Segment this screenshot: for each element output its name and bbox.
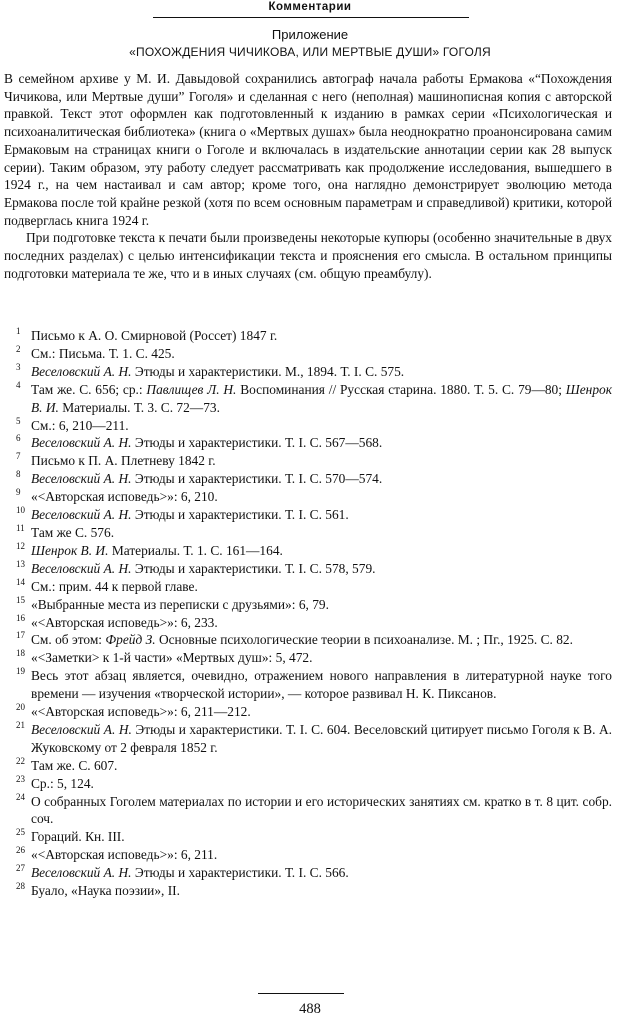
endnote xyxy=(4,649,612,667)
endnote xyxy=(4,363,612,381)
header-rule xyxy=(153,17,469,18)
endnote-number: 23 xyxy=(16,773,25,784)
endnote-number: 18 xyxy=(16,648,25,659)
endnote-author: Веселовский А. Н. xyxy=(31,560,132,576)
endnote-text: «<Авторская исповедь>»: 6, 233. xyxy=(31,614,218,630)
endnote-number: 24 xyxy=(16,791,25,802)
endnote-text: Основные психологические теории в психоанализе. М. ; Пг., 1925. С. 82. xyxy=(158,632,573,648)
appendix-title: «ПОХОЖДЕНИЯ ЧИЧИКОВА, ИЛИ МЕРТВЫЕ ДУШИ» ГОГОЛЯ xyxy=(129,45,491,59)
endnote xyxy=(4,667,612,703)
endnote-text: О собранных Гоголем материалах по истории и его исторических занятиях см. кратко в т. 8 цит. собр. соч. xyxy=(31,793,612,827)
endnote-text: Гораций. Кн. III. xyxy=(31,829,125,845)
endnote-text: Этюды и характеристики. Т. I. С. 578, 579. xyxy=(134,560,376,576)
endnote-text: Письмо к П. А. Плетневу 1842 г. xyxy=(31,453,216,469)
endnote-text: См.: прим. 44 к первой главе. xyxy=(31,578,198,594)
endnote-text: Там же. С. 656; ср.: xyxy=(31,381,147,397)
endnote-author: Шенрок В. И. xyxy=(31,381,612,415)
endnote xyxy=(4,596,612,614)
endnote-number: 9 xyxy=(16,487,21,498)
endnote xyxy=(4,327,612,345)
endnote-text: «<Авторская исповедь>»: 6, 211—212. xyxy=(31,704,251,720)
endnote-author: Павлищев Л. Н. xyxy=(146,381,237,397)
endnote-text: Материалы. Т. 3. С. 72—73. xyxy=(62,399,220,415)
endnote-author: Фрейд З. xyxy=(105,632,156,648)
endnote-number: 22 xyxy=(16,755,25,766)
endnote-text: «<Авторская исповедь>»: 6, 210. xyxy=(31,489,218,505)
endnote-text: Этюды и характеристики. Т. I. С. 567—568. xyxy=(134,435,383,451)
endnote xyxy=(4,470,612,488)
endnote-author: Веселовский А. Н. xyxy=(31,865,132,881)
endnote-number: 16 xyxy=(16,612,25,623)
endnote-number: 12 xyxy=(16,540,25,551)
endnote-text: Там же. С. 607. xyxy=(31,757,118,773)
endnote xyxy=(4,721,612,757)
endnote xyxy=(4,828,612,846)
endnote-author: Веселовский А. Н. xyxy=(31,721,132,737)
endnote xyxy=(4,417,612,435)
endnote xyxy=(4,703,612,721)
endnote-text: Там же С. 576. xyxy=(31,524,115,540)
endnote-number: 14 xyxy=(16,576,25,587)
endnote-number: 8 xyxy=(16,469,21,480)
endnote-author: Веселовский А. Н. xyxy=(31,435,132,451)
endnote-number: 3 xyxy=(16,361,21,372)
endnote-number: 21 xyxy=(16,719,25,730)
endnote-number: 5 xyxy=(16,415,21,426)
page-number: 488 xyxy=(299,1001,321,1017)
appendix-label: Приложение xyxy=(271,27,349,42)
endnote-text: Этюды и характеристики. Т. I. С. 561. xyxy=(134,507,349,523)
endnote xyxy=(4,452,612,470)
endnote-number: 6 xyxy=(16,433,21,444)
commentary-body xyxy=(4,70,612,282)
paragraph: В семейном архиве у М. И. Давыдовой сохранились автограф начала работы Ермакова «“Похождения Чичикова, или Мертвые души” Гоголя» и сделанная с него (неполная) машинописная копия с авторской правкой. Текст этот оформлен как подготовленный к изданию в рамках серии «Психологическая и психоаналитическая библиотека» (книга о «Мертвых душах» была неоднократно проанонсирована самим Ермаковым на страницах книги о Гоголе и включалась в издательские аннотации серии как 28 выпуск серии). Таким образом, эту работу следует рассматривать как продолжение исследования, вышедшего в 1924 г., на чем настаивал и сам автор; кроме того, она наглядно демонстрирует эволюцию метода Ермакова после той крайне резкой (хотя по всем основным параметрам и справедливой) критики, которой подверглась книга 1924 г. xyxy=(4,71,612,228)
endnote xyxy=(4,506,612,524)
endnote xyxy=(4,631,612,649)
endnote xyxy=(4,793,612,829)
endnote-text: Материалы. Т. 1. С. 161—164. xyxy=(111,542,283,558)
endnote-text: Этюды и характеристики. Т. I. С. 570—574. xyxy=(134,471,383,487)
endnote-text: Буало, «Наука поэзии», II. xyxy=(31,883,180,899)
endnote-text: См. об этом: xyxy=(31,632,106,648)
endnote-text: Этюды и характеристики. Т. I. С. 604. Веселовский цитирует письмо Гоголя к В. А. Жуковскому от 2 февраля 1852 г. xyxy=(31,721,612,755)
paragraph: При подготовке текста к печати были произведены некоторые купюры (особенно значительные в двух последних разделах) с целью интенсификации текста и прояснения его смысла. В остальном принципы подготовки материала те же, что и в иных случаях (см. общую преамбулу). xyxy=(4,230,612,281)
endnote-number: 13 xyxy=(16,558,25,569)
endnote-number: 7 xyxy=(16,451,21,462)
endnote-number: 26 xyxy=(16,845,25,856)
endnote-number: 27 xyxy=(16,863,25,874)
running-head: Комментарии xyxy=(268,1,352,13)
endnote xyxy=(4,614,612,632)
endnote xyxy=(4,775,612,793)
endnote xyxy=(4,488,612,506)
endnote-number: 4 xyxy=(16,379,21,390)
endnote xyxy=(4,434,612,452)
endnote-number: 25 xyxy=(16,827,25,838)
endnote-number: 10 xyxy=(16,505,25,516)
endnote-text: Письмо к А. О. Смирновой (Россет) 1847 г. xyxy=(31,328,278,343)
endnote xyxy=(4,381,612,417)
endnote-text: «Выбранные места из переписки с друзьями»: 6, 79. xyxy=(31,596,329,612)
endnote xyxy=(4,882,612,900)
endnote-author: Шенрок В. И. xyxy=(31,542,109,558)
endnote-text: Ср.: 5, 124. xyxy=(31,775,94,791)
endnote-number: 19 xyxy=(16,666,25,677)
endnote-number: 20 xyxy=(16,702,25,713)
endnote-text: См.: Письма. Т. 1. С. 425. xyxy=(31,345,175,361)
endnote xyxy=(4,560,612,578)
endnote-text: «<Заметки> к 1-й части» «Мертвых душ»: 5, 472. xyxy=(31,650,313,666)
endnote xyxy=(4,542,612,560)
endnote xyxy=(4,846,612,864)
endnote xyxy=(4,578,612,596)
endnote-number: 15 xyxy=(16,594,25,605)
footer-rule xyxy=(258,993,344,994)
endnote-author: Веселовский А. Н. xyxy=(31,507,132,523)
endnote xyxy=(4,757,612,775)
endnotes-list xyxy=(4,327,612,900)
endnote-number: 28 xyxy=(16,881,25,892)
endnote-number: 17 xyxy=(16,630,25,641)
endnote-number: 11 xyxy=(16,522,25,533)
endnote-author: Веселовский А. Н. xyxy=(31,471,132,487)
endnote-number: 1 xyxy=(16,326,21,336)
endnote-text: См.: 6, 210—211. xyxy=(31,417,129,433)
endnote xyxy=(4,864,612,882)
endnote-text: Весь этот абзац является, очевидно, отражением нового направления в литературной науке того времени — изучения «творческой истории», — которое развивал Н. К. Пиксанов. xyxy=(31,668,612,702)
endnote-author: Веселовский А. Н. xyxy=(31,363,132,379)
endnote-text: «<Авторская исповедь>»: 6, 211. xyxy=(31,847,218,863)
endnote-text: Этюды и характеристики. Т. I. С. 566. xyxy=(134,865,349,881)
endnote xyxy=(4,524,612,542)
endnote-text: Этюды и характеристики. М., 1894. Т. I. С. 575. xyxy=(134,363,405,379)
endnote-text: Воспоминания // Русская старина. 1880. Т. 5. С. 79—80; xyxy=(240,381,566,397)
endnote xyxy=(4,345,612,363)
endnote-number: 2 xyxy=(16,343,21,354)
